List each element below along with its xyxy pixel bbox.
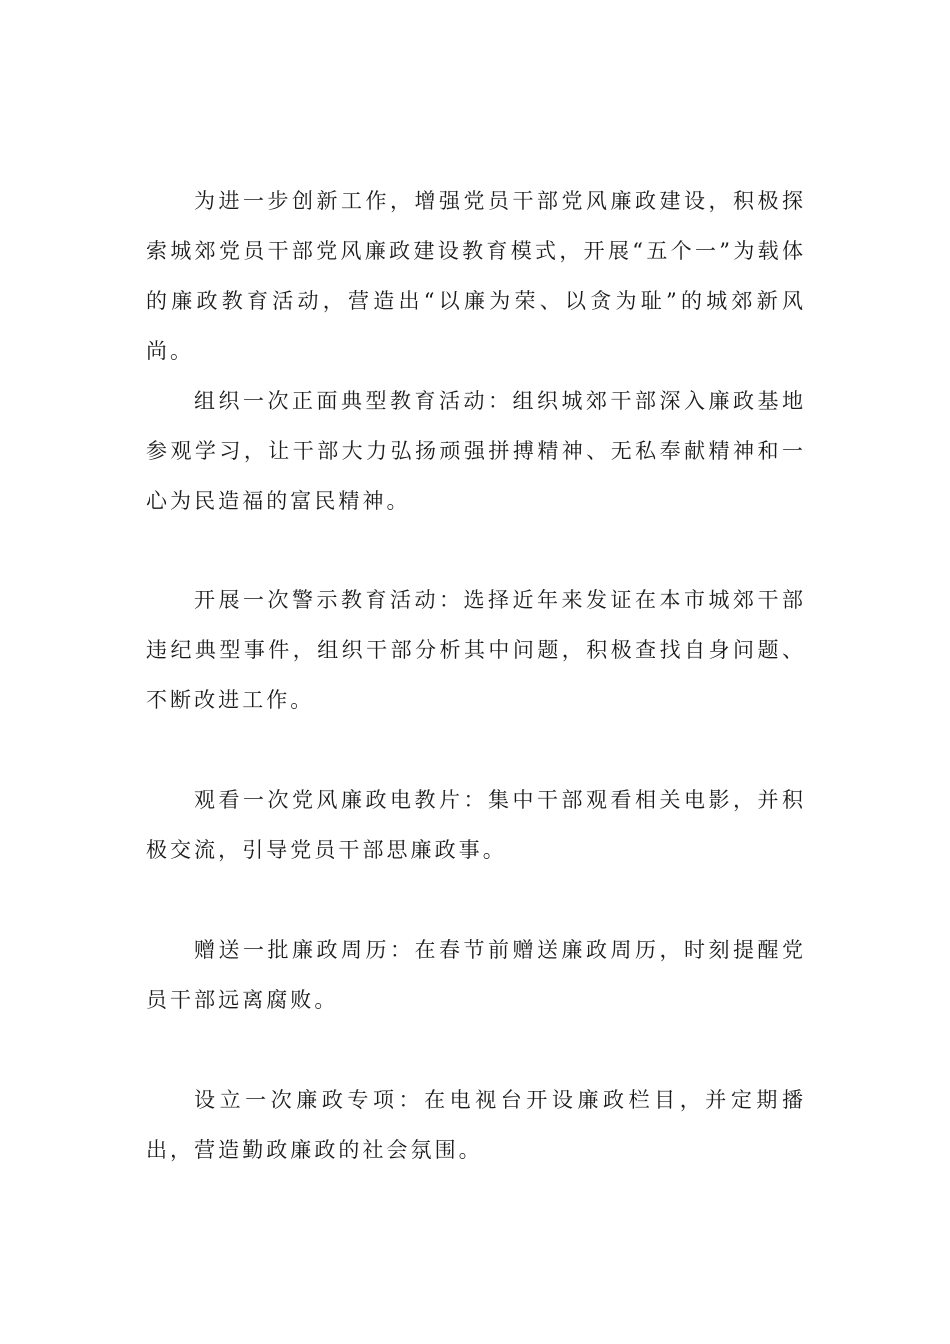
- positive-education-paragraph: 组织一次正面典型教育活动：组织城郊干部深入廉政基地参观学习，让干部大力弘扬顽强拼搏精神、无私奉献精神和一心为民造福的富民精神。: [146, 389, 806, 513]
- tv-column-paragraph: 设立一次廉政专项：在电视台开设廉政栏目，并定期播出，营造勤政廉政的社会氛围。: [146, 1088, 806, 1162]
- intro-paragraph: 为进一步创新工作，增强党员干部党风廉政建设，积极探索城郊党员干部党风廉政建设教育模式，开展“五个一”为载体的廉政教育活动，营造出“以廉为荣、以贪为耻”的城郊新风尚。: [146, 189, 806, 363]
- warning-education-paragraph: 开展一次警示教育活动：选择近年来发证在本市城郊干部违纪典型事件，组织干部分析其中问题，积极查找自身问题、不断改进工作。: [146, 588, 806, 712]
- calendar-gift-paragraph: 赠送一批廉政周历：在春节前赠送廉政周历，时刻提醒党员干部远离腐败。: [146, 938, 806, 1012]
- film-viewing-paragraph: 观看一次党风廉政电教片：集中干部观看相关电影，并积极交流，引导党员干部思廉政事。: [146, 788, 806, 862]
